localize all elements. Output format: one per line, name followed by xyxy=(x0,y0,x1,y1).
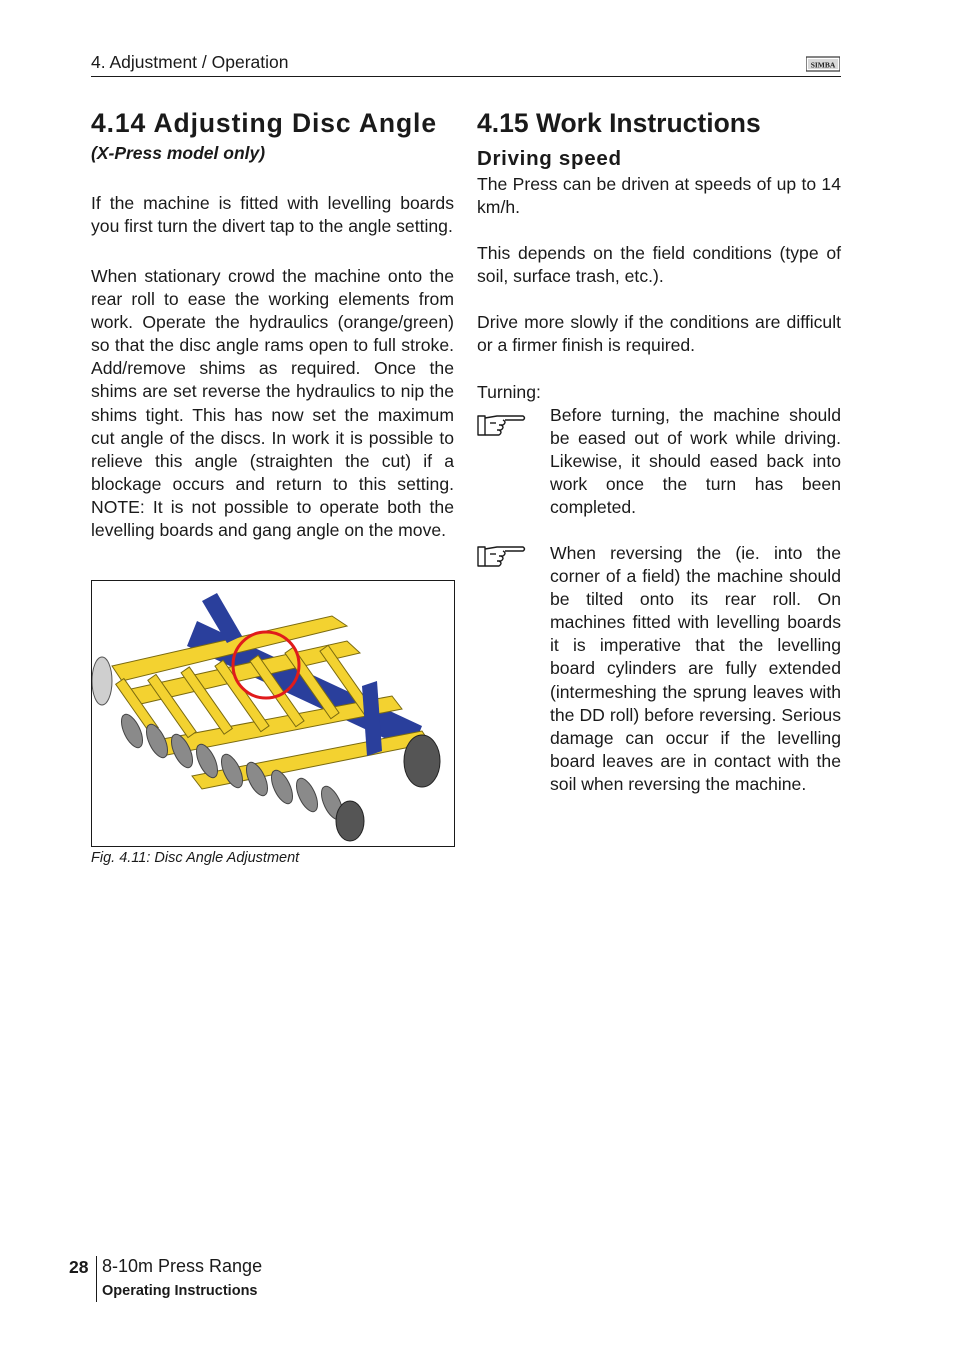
paragraph-conditions: This depends on the field conditions (type of soil, surface trash, etc.). xyxy=(477,243,841,287)
section-heading-4-14: 4.14 Adjusting Disc Angle xyxy=(91,108,437,138)
driving-speed-heading: Driving speed xyxy=(477,147,622,170)
paragraph-disc-angle-procedure: When stationary crowd the machine onto the rear roll to ease the working elements from work. Operate the hydraulics (orange/green) so that the disc angle rams open to full stroke. Add/remove shims as required. Once the shims are set reverse the hydraulics to nip the shims tight. This has now set the maximum cut angle of the discs. In work it is possible to relieve this angle (straighten the cut) if a blockage occurs and return to this setting. NOTE: It is not possible to operate both the levelling boards and gang angle on the move. xyxy=(91,266,454,541)
turning-label: Turning: xyxy=(477,382,541,402)
note-reversing: When reversing the (ie. into the corner of a field) the machine should be tilted onto its rear roll. On machines fitted with levelling boards it is imperative that the levelling board cylinders are fully extended (intermeshing the sprung leaves with the DD roll) before reversing. Serious damage can occur if the levelling board leaves are in contact with the soil when reversing the machine. xyxy=(550,543,841,794)
note-turning: Before turning, the machine should be eased out of work while driving. Likewise, it should eased back into work once the turn has been completed. xyxy=(550,405,841,518)
header-rule xyxy=(91,76,841,77)
section-heading-4-15: 4.15 Work Instructions xyxy=(477,108,761,138)
disc-angle-figure xyxy=(91,580,455,847)
paragraph-drive-slowly: Drive more slowly if the conditions are difficult or a firmer finish is required. xyxy=(477,312,841,356)
footer-title: 8-10m Press Range xyxy=(102,1256,263,1276)
simba-logo xyxy=(806,55,840,73)
pointing-hand-icon xyxy=(477,542,527,570)
section-label: 4. Adjustment / Operation xyxy=(91,52,289,72)
paragraph-speed: The Press can be driven at speeds of up to 14 km/h. xyxy=(477,174,841,218)
svg-text:SIMBA: SIMBA xyxy=(810,60,836,70)
paragraph-levelling-boards: If the machine is fitted with levelling boards you first turn the divert tap to the angle setting. xyxy=(91,193,454,237)
footer-subtitle: Operating Instructions xyxy=(102,1283,258,1299)
section-subheading: (X-Press model only) xyxy=(91,143,266,163)
figure-caption: Fig. 4.11: Disc Angle Adjustment xyxy=(91,850,300,866)
footer-rule xyxy=(96,1256,97,1302)
page-number: 28 xyxy=(69,1257,89,1277)
cultivator-illustration xyxy=(92,581,454,846)
pointing-hand-icon xyxy=(477,411,527,439)
